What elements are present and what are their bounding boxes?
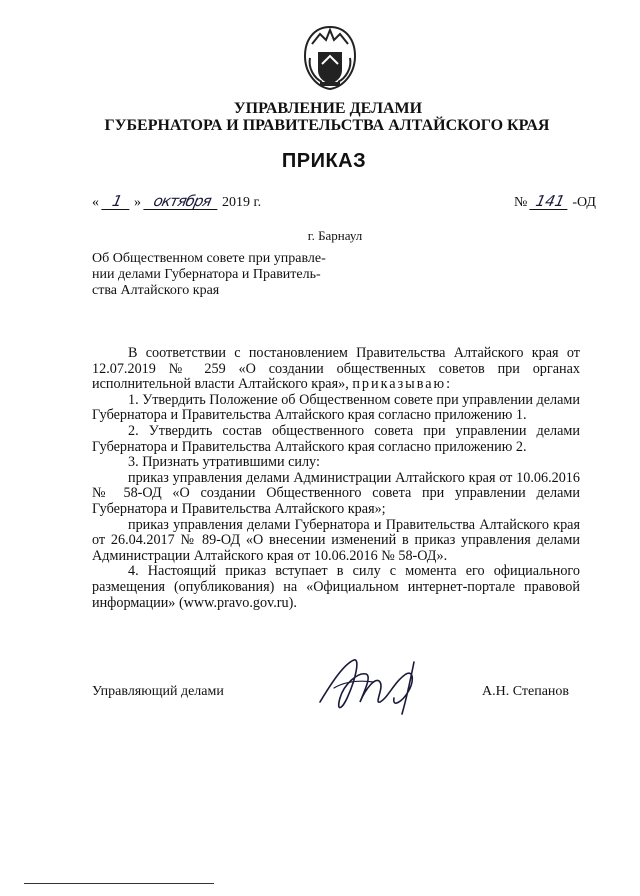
- org-name-line2: ГУБЕРНАТОРА И ПРАВИТЕЛЬСТВА АЛТАЙСКОГО КРАЯ: [104, 117, 550, 134]
- footer-divider: [24, 883, 214, 884]
- signatory-role: Управляющий делами: [92, 684, 224, 699]
- order-date: [92, 194, 261, 211]
- subject-line: ства Алтайского края: [92, 283, 220, 298]
- date-month: октября: [143, 194, 220, 210]
- date-open-quote: «: [92, 195, 99, 210]
- order-body: [92, 346, 580, 611]
- date-close-quote: »: [134, 195, 141, 210]
- org-name-line1: УПРАВЛЕНИЕ ДЕЛАМИ: [233, 100, 423, 117]
- body-paragraph: 4. Настоящий приказ вступает в силу с момента его официального размещения (опубликования) на «Официальном интернет-портале правовой информации» (www.pravo.gov.ru).: [92, 563, 580, 611]
- city: г. Барнаул: [307, 228, 363, 243]
- body-paragraph: [92, 346, 580, 393]
- signatory-name: А.Н. Степанов: [482, 684, 570, 699]
- body-paragraph: приказ управления делами Администрации Алтайского края от 10.06.2016 № 58-ОД «О создании Общественного совета при управлении делами Губернатора и Правительства Алтайского края»;: [92, 469, 580, 517]
- number-suffix: -ОД: [572, 195, 596, 210]
- order-number: [514, 194, 596, 211]
- paragraph-tail: :: [446, 376, 451, 393]
- paragraph-text: В соответствии с постановлением Правительства Алтайского края от 12.07.2019 № 259 «О создании общественных советов при органах исполнительной власти Алтайского края»,: [92, 345, 580, 393]
- body-paragraph: 1. Утвердить Положение об Общественном совете при управлении делами Губернатора и Правительства Алтайского края согласно приложению 1.: [92, 391, 580, 424]
- subject-line: нии делами Губернатора и Правитель-: [92, 267, 321, 282]
- body-paragraph: приказ управления делами Губернатора и Правительства Алтайского края от 26.04.2017 № 89-ОД «О внесении изменений в приказ управления делами Администрации Алтайского края от 10.06.2016 № 58-ОД».: [92, 516, 580, 564]
- coat-of-arms-icon: [300, 24, 360, 92]
- number-prefix: №: [514, 195, 528, 210]
- number-value: 141: [529, 194, 570, 210]
- order-subject: [92, 251, 352, 299]
- body-paragraph: 3. Признать утратившими силу:: [128, 454, 320, 471]
- body-paragraph: 2. Утвердить состав общественного совета при управлении делами Губернатора и Правительства Алтайского края согласно приложению 2.: [92, 422, 580, 455]
- signature-icon: [314, 652, 434, 718]
- subject-line: Об Общественном совете при управле-: [92, 251, 326, 266]
- order-verb: приказываю: [352, 376, 447, 393]
- date-day: 1: [101, 194, 132, 210]
- date-year: 2019 г.: [222, 195, 262, 210]
- document-title: ПРИКАЗ: [281, 150, 367, 172]
